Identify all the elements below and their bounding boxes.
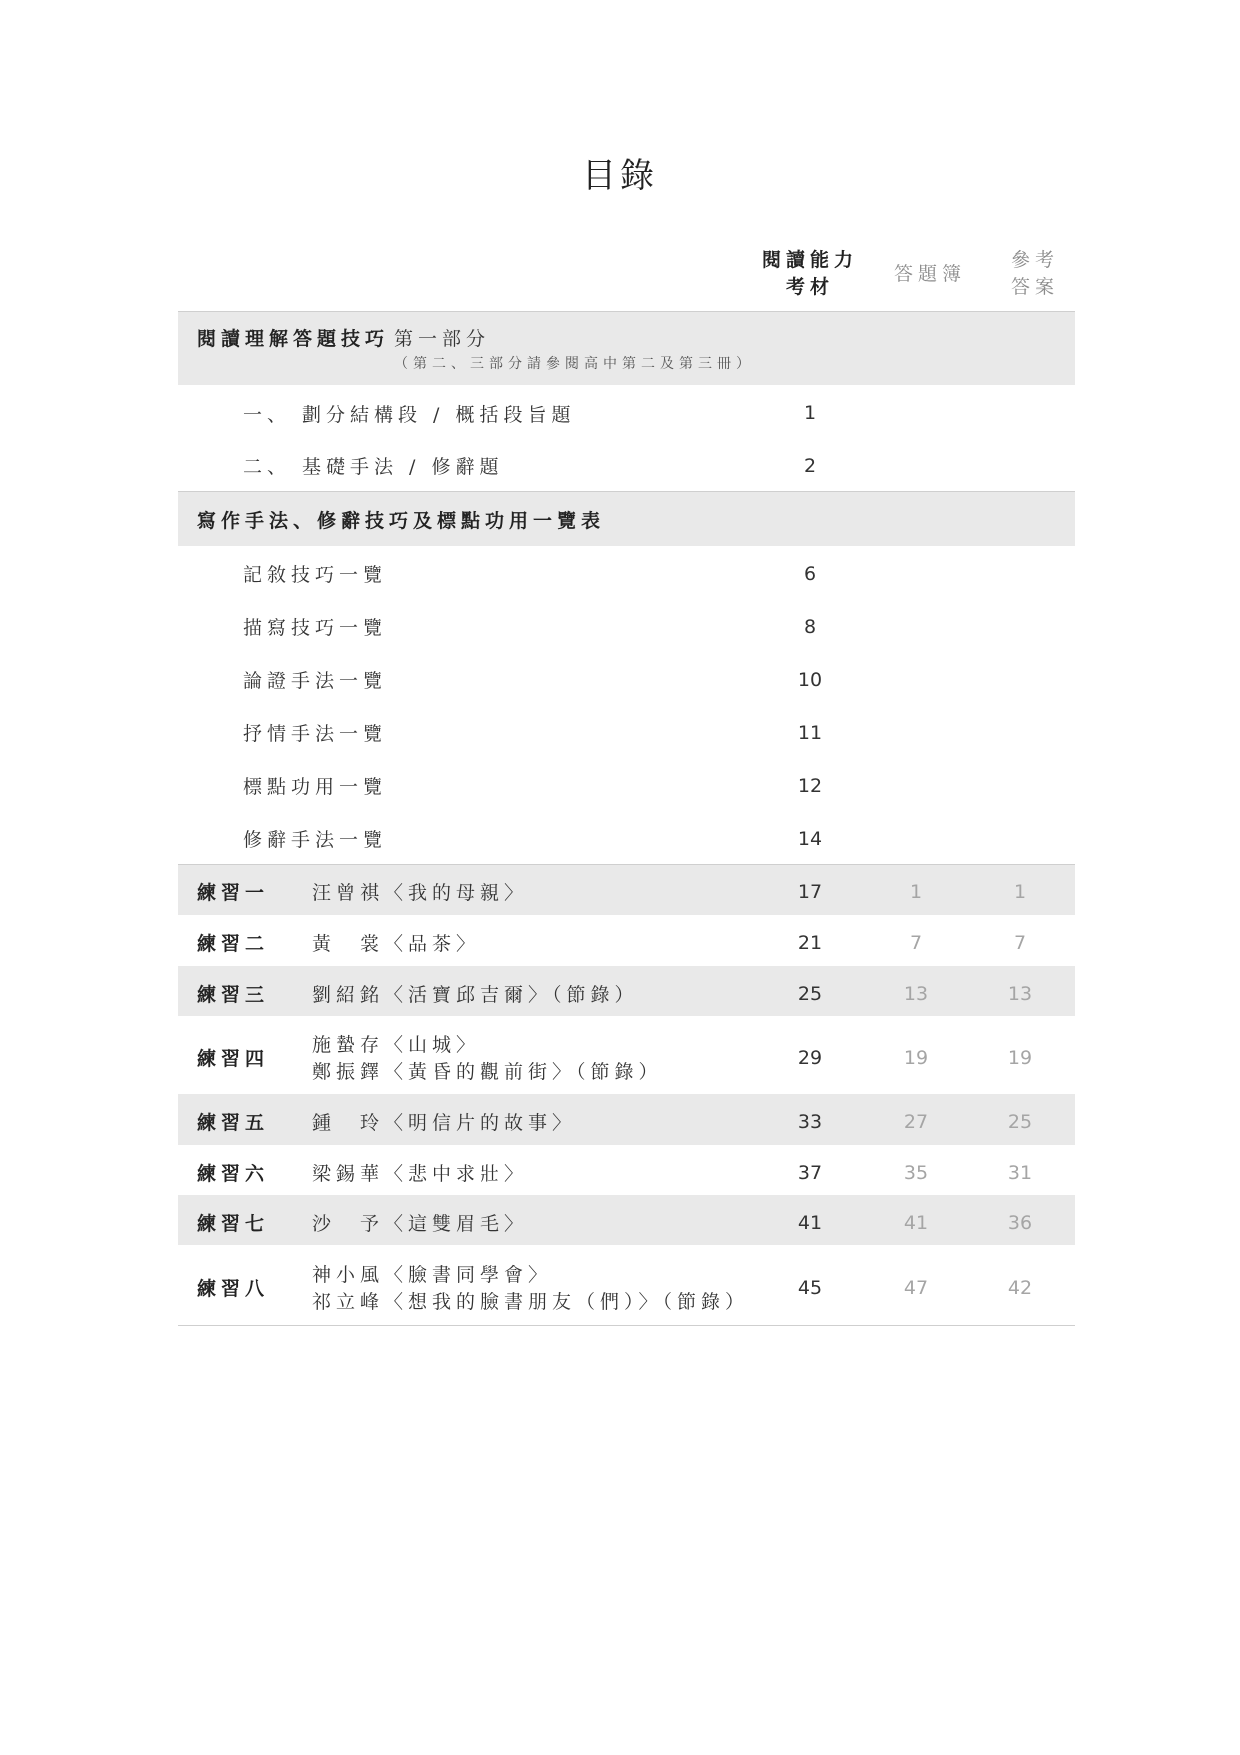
exercise-page: 17	[797, 881, 823, 903]
exercise-workbook-page: 47	[903, 1277, 929, 1299]
column-header-answers-line1: 參考	[1010, 249, 1059, 271]
column-header-material	[740, 247, 880, 301]
toc-item-label[interactable]: 抒情手法一覽	[243, 723, 388, 745]
toc-item-label[interactable]: 論證手法一覽	[243, 670, 388, 692]
exercise-workbook-page: 7	[909, 932, 923, 954]
toc-item-label[interactable]: 描寫技巧一覽	[243, 617, 388, 639]
exercise-answer-page: 25	[1007, 1111, 1033, 1133]
exercise-workbook-page: 41	[903, 1212, 929, 1234]
page-title: 目錄	[582, 156, 658, 196]
exercise-page: 33	[797, 1111, 823, 1133]
exercise-workbook-page: 27	[903, 1111, 929, 1133]
exercise-page: 41	[797, 1212, 823, 1234]
toc-item-label[interactable]: 修辭手法一覽	[243, 829, 388, 851]
toc-item-page: 11	[797, 722, 823, 744]
exercise-workbook-page: 19	[903, 1047, 929, 1069]
exercise-page: 37	[797, 1162, 823, 1184]
toc-item-page: 10	[797, 669, 823, 691]
section-heading: 寫作手法、修辭技巧及標點功用一覽表	[197, 510, 606, 532]
toc-item-page: 6	[803, 563, 817, 585]
exercise-title[interactable]: 神小風〈臉書同學會〉	[312, 1264, 553, 1286]
column-header-material-line1: 閱讀能力	[761, 249, 858, 271]
exercise-title[interactable]: 劉紹銘〈活寶邱吉爾〉（節錄）	[312, 984, 639, 1006]
toc-item-page: 14	[797, 828, 823, 850]
section-subheading: 第一部分	[394, 328, 491, 350]
exercise-page: 45	[797, 1277, 823, 1299]
exercise-answer-page: 19	[1007, 1047, 1033, 1069]
exercise-name: 練習五	[197, 1112, 270, 1134]
column-header-material-line2: 考材	[785, 276, 834, 298]
toc-item-prefix: 二、	[243, 456, 292, 478]
exercise-title[interactable]: 施蟄存〈山城〉	[312, 1034, 481, 1056]
exercise-answer-page: 36	[1007, 1212, 1033, 1234]
exercise-name: 練習八	[197, 1278, 270, 1300]
exercise-name: 練習四	[197, 1048, 270, 1070]
exercise-workbook-page: 13	[903, 983, 929, 1005]
column-header-answers	[965, 247, 1105, 301]
exercise-name: 練習一	[197, 882, 270, 904]
exercise-page: 25	[797, 983, 823, 1005]
exercise-title[interactable]: 梁錫華〈悲中求壯〉	[312, 1163, 529, 1185]
toc-item-prefix: 一、	[243, 404, 292, 426]
exercise-name: 練習六	[197, 1163, 270, 1185]
exercise-name: 練習三	[197, 984, 270, 1006]
toc-item-label[interactable]: 劃分結構段 / 概括段旨題	[302, 404, 576, 426]
exercise-title[interactable]: 鍾 玲〈明信片的故事〉	[312, 1112, 577, 1134]
exercise-title[interactable]: 鄭振鐸〈黃昏的觀前街〉（節錄）	[312, 1061, 663, 1083]
column-header-answers-line2: 答案	[1010, 276, 1059, 298]
exercise-workbook-page: 1	[909, 881, 923, 903]
column-header-workbook: 答題簿	[893, 263, 966, 285]
toc-item-label[interactable]: 標點功用一覽	[243, 776, 388, 798]
toc-item-page: 2	[803, 455, 817, 477]
exercise-answer-page: 31	[1007, 1162, 1033, 1184]
exercise-page: 29	[797, 1047, 823, 1069]
toc-item-page: 12	[797, 775, 823, 797]
exercise-answer-page: 1	[1013, 881, 1027, 903]
section-note: （第二、三部分請參閱高中第二及第三冊）	[394, 356, 755, 372]
toc-item-label[interactable]: 記敘技巧一覽	[243, 564, 388, 586]
exercise-answer-page: 42	[1007, 1277, 1033, 1299]
exercise-answer-page: 7	[1013, 932, 1027, 954]
toc-item-label[interactable]: 基礎手法 / 修辭題	[302, 456, 504, 478]
exercise-title[interactable]: 沙 予〈這雙眉毛〉	[312, 1213, 529, 1235]
exercise-name: 練習七	[197, 1213, 270, 1235]
exercise-title[interactable]: 黃 裳〈品茶〉	[312, 933, 481, 955]
divider	[178, 1325, 1075, 1326]
exercise-title[interactable]: 汪曾祺〈我的母親〉	[312, 882, 529, 904]
exercise-page: 21	[797, 932, 823, 954]
toc-item-page: 8	[803, 616, 817, 638]
toc-item-page: 1	[803, 402, 817, 424]
section-heading: 閱讀理解答題技巧	[197, 328, 390, 350]
exercise-answer-page: 13	[1007, 983, 1033, 1005]
exercise-workbook-page: 35	[903, 1162, 929, 1184]
exercise-title[interactable]: 祁立峰〈想我的臉書朋友（們）〉（節錄）	[312, 1291, 750, 1313]
exercise-name: 練習二	[197, 933, 270, 955]
